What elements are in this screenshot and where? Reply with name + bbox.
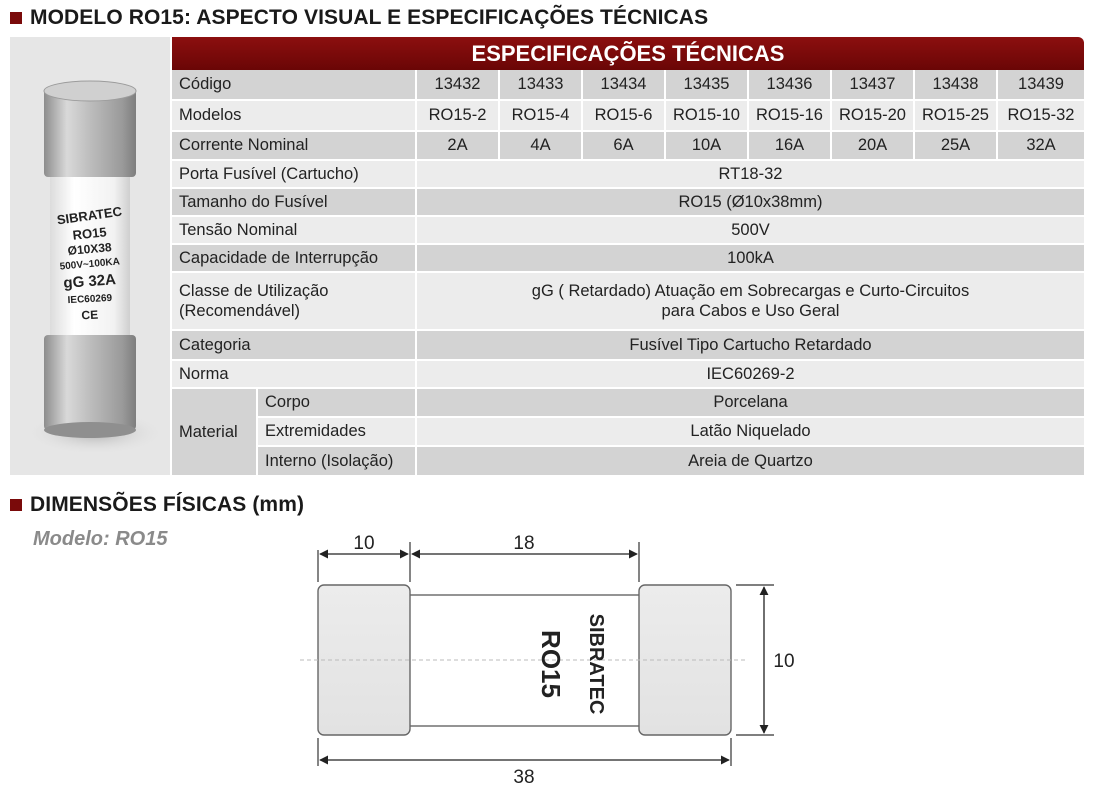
row-label-corrente: Corrente Nominal — [172, 132, 415, 159]
row-label-capacidade: Capacidade de Interrupção — [172, 245, 415, 271]
fuse-dimension-diagram — [290, 530, 810, 787]
section-heading-dimensions — [10, 493, 304, 517]
model-cell: RO15-6 — [583, 101, 664, 130]
section-heading-specs — [10, 6, 708, 30]
fuse-photo — [10, 37, 170, 475]
material-extremidades-value: Latão Niquelado — [417, 418, 1084, 445]
bullet-square-icon — [10, 12, 22, 24]
tensao-value: 500V — [417, 217, 1084, 243]
classe-label-line2: (Recomendável) — [179, 302, 301, 320]
classe-value-line2: para Cabos e Uso Geral — [661, 302, 840, 320]
norma-value: IEC60269-2 — [417, 361, 1084, 387]
row-label-tamanho: Tamanho do Fusível — [172, 189, 415, 215]
model-cell: RO15-2 — [417, 101, 498, 130]
tamanho-value: RO15 (Ø10x38mm) — [417, 189, 1084, 215]
dim-body-width: 18 — [513, 533, 535, 554]
row-label-categoria: Categoria — [172, 331, 415, 359]
code-cell: 13439 — [998, 70, 1084, 99]
section-title: MODELO RO15: ASPECTO VISUAL E ESPECIFICAÇÕES TÉCNICAS — [30, 6, 709, 29]
current-cell: 20A — [832, 132, 913, 159]
categoria-value: Fusível Tipo Cartucho Retardado — [417, 331, 1084, 359]
material-interno-label: Interno (Isolação) — [258, 447, 415, 475]
current-cell: 25A — [915, 132, 996, 159]
classe-value-line1: gG ( Retardado) Atuação em Sobrecargas e Curto-Circuitos — [531, 282, 970, 300]
model-subtitle: Modelo: RO15 — [33, 528, 168, 550]
code-cell: 13432 — [417, 70, 498, 99]
spec-table — [172, 37, 1084, 475]
photo-class: gG 32A — [62, 271, 117, 292]
bullet-square-icon — [10, 499, 22, 511]
material-extremidades-label: Extremidades — [258, 418, 415, 445]
drawing-model: RO15 — [536, 630, 566, 698]
row-label-modelos: Modelos — [172, 101, 415, 130]
row-label-classe — [172, 273, 415, 329]
dimension-drawing — [290, 530, 810, 792]
model-cell: RO15-4 — [500, 101, 581, 130]
photo-size: Ø10X38 — [67, 240, 113, 258]
photo-ce-mark: CE — [81, 307, 99, 323]
current-cell: 2A — [417, 132, 498, 159]
row-label-norma: Norma — [172, 361, 415, 387]
row-label-codigo: Código — [172, 70, 415, 99]
photo-model: RO15 — [71, 224, 108, 243]
classe-label-line1: Classe de Utilização — [179, 282, 329, 300]
row-label-porta: Porta Fusível (Cartucho) — [172, 161, 415, 187]
dim-diameter: 10 — [773, 651, 795, 672]
photo-standard: IEC60269 — [67, 292, 113, 307]
material-corpo-value: Porcelana — [417, 389, 1084, 416]
current-cell: 32A — [998, 132, 1084, 159]
model-cell: RO15-20 — [832, 101, 913, 130]
current-cell: 16A — [749, 132, 830, 159]
model-cell: RO15-32 — [998, 101, 1084, 130]
capacidade-value: 100kA — [417, 245, 1084, 271]
model-cell: RO15-10 — [666, 101, 747, 130]
code-cell: 13436 — [749, 70, 830, 99]
photo-brand: SIBRATEC — [55, 203, 123, 228]
material-corpo-label: Corpo — [258, 389, 415, 416]
dim-total-length: 38 — [513, 767, 535, 787]
fuse-photo-illustration — [10, 37, 170, 475]
dim-cap-width: 10 — [353, 533, 375, 554]
photo-rating: 500V~100KA — [59, 256, 121, 273]
current-cell: 6A — [583, 132, 664, 159]
model-cell: RO15-16 — [749, 101, 830, 130]
code-cell: 13433 — [500, 70, 581, 99]
material-interno-value: Areia de Quartzo — [417, 447, 1084, 475]
section-title: DIMENSÕES FÍSICAS (mm) — [30, 493, 305, 516]
code-cell: 13434 — [583, 70, 664, 99]
current-cell: 4A — [500, 132, 581, 159]
model-cell: RO15-25 — [915, 101, 996, 130]
porta-value: RT18-32 — [417, 161, 1084, 187]
row-label-material: Material — [172, 389, 256, 475]
current-cell: 10A — [666, 132, 747, 159]
code-cell: 13438 — [915, 70, 996, 99]
classe-value — [417, 273, 1084, 329]
row-label-tensao: Tensão Nominal — [172, 217, 415, 243]
code-cell: 13435 — [666, 70, 747, 99]
drawing-brand: SIBRATEC — [585, 613, 607, 715]
code-cell: 13437 — [832, 70, 913, 99]
spec-table-title: ESPECIFICAÇÕES TÉCNICAS — [172, 37, 1084, 70]
